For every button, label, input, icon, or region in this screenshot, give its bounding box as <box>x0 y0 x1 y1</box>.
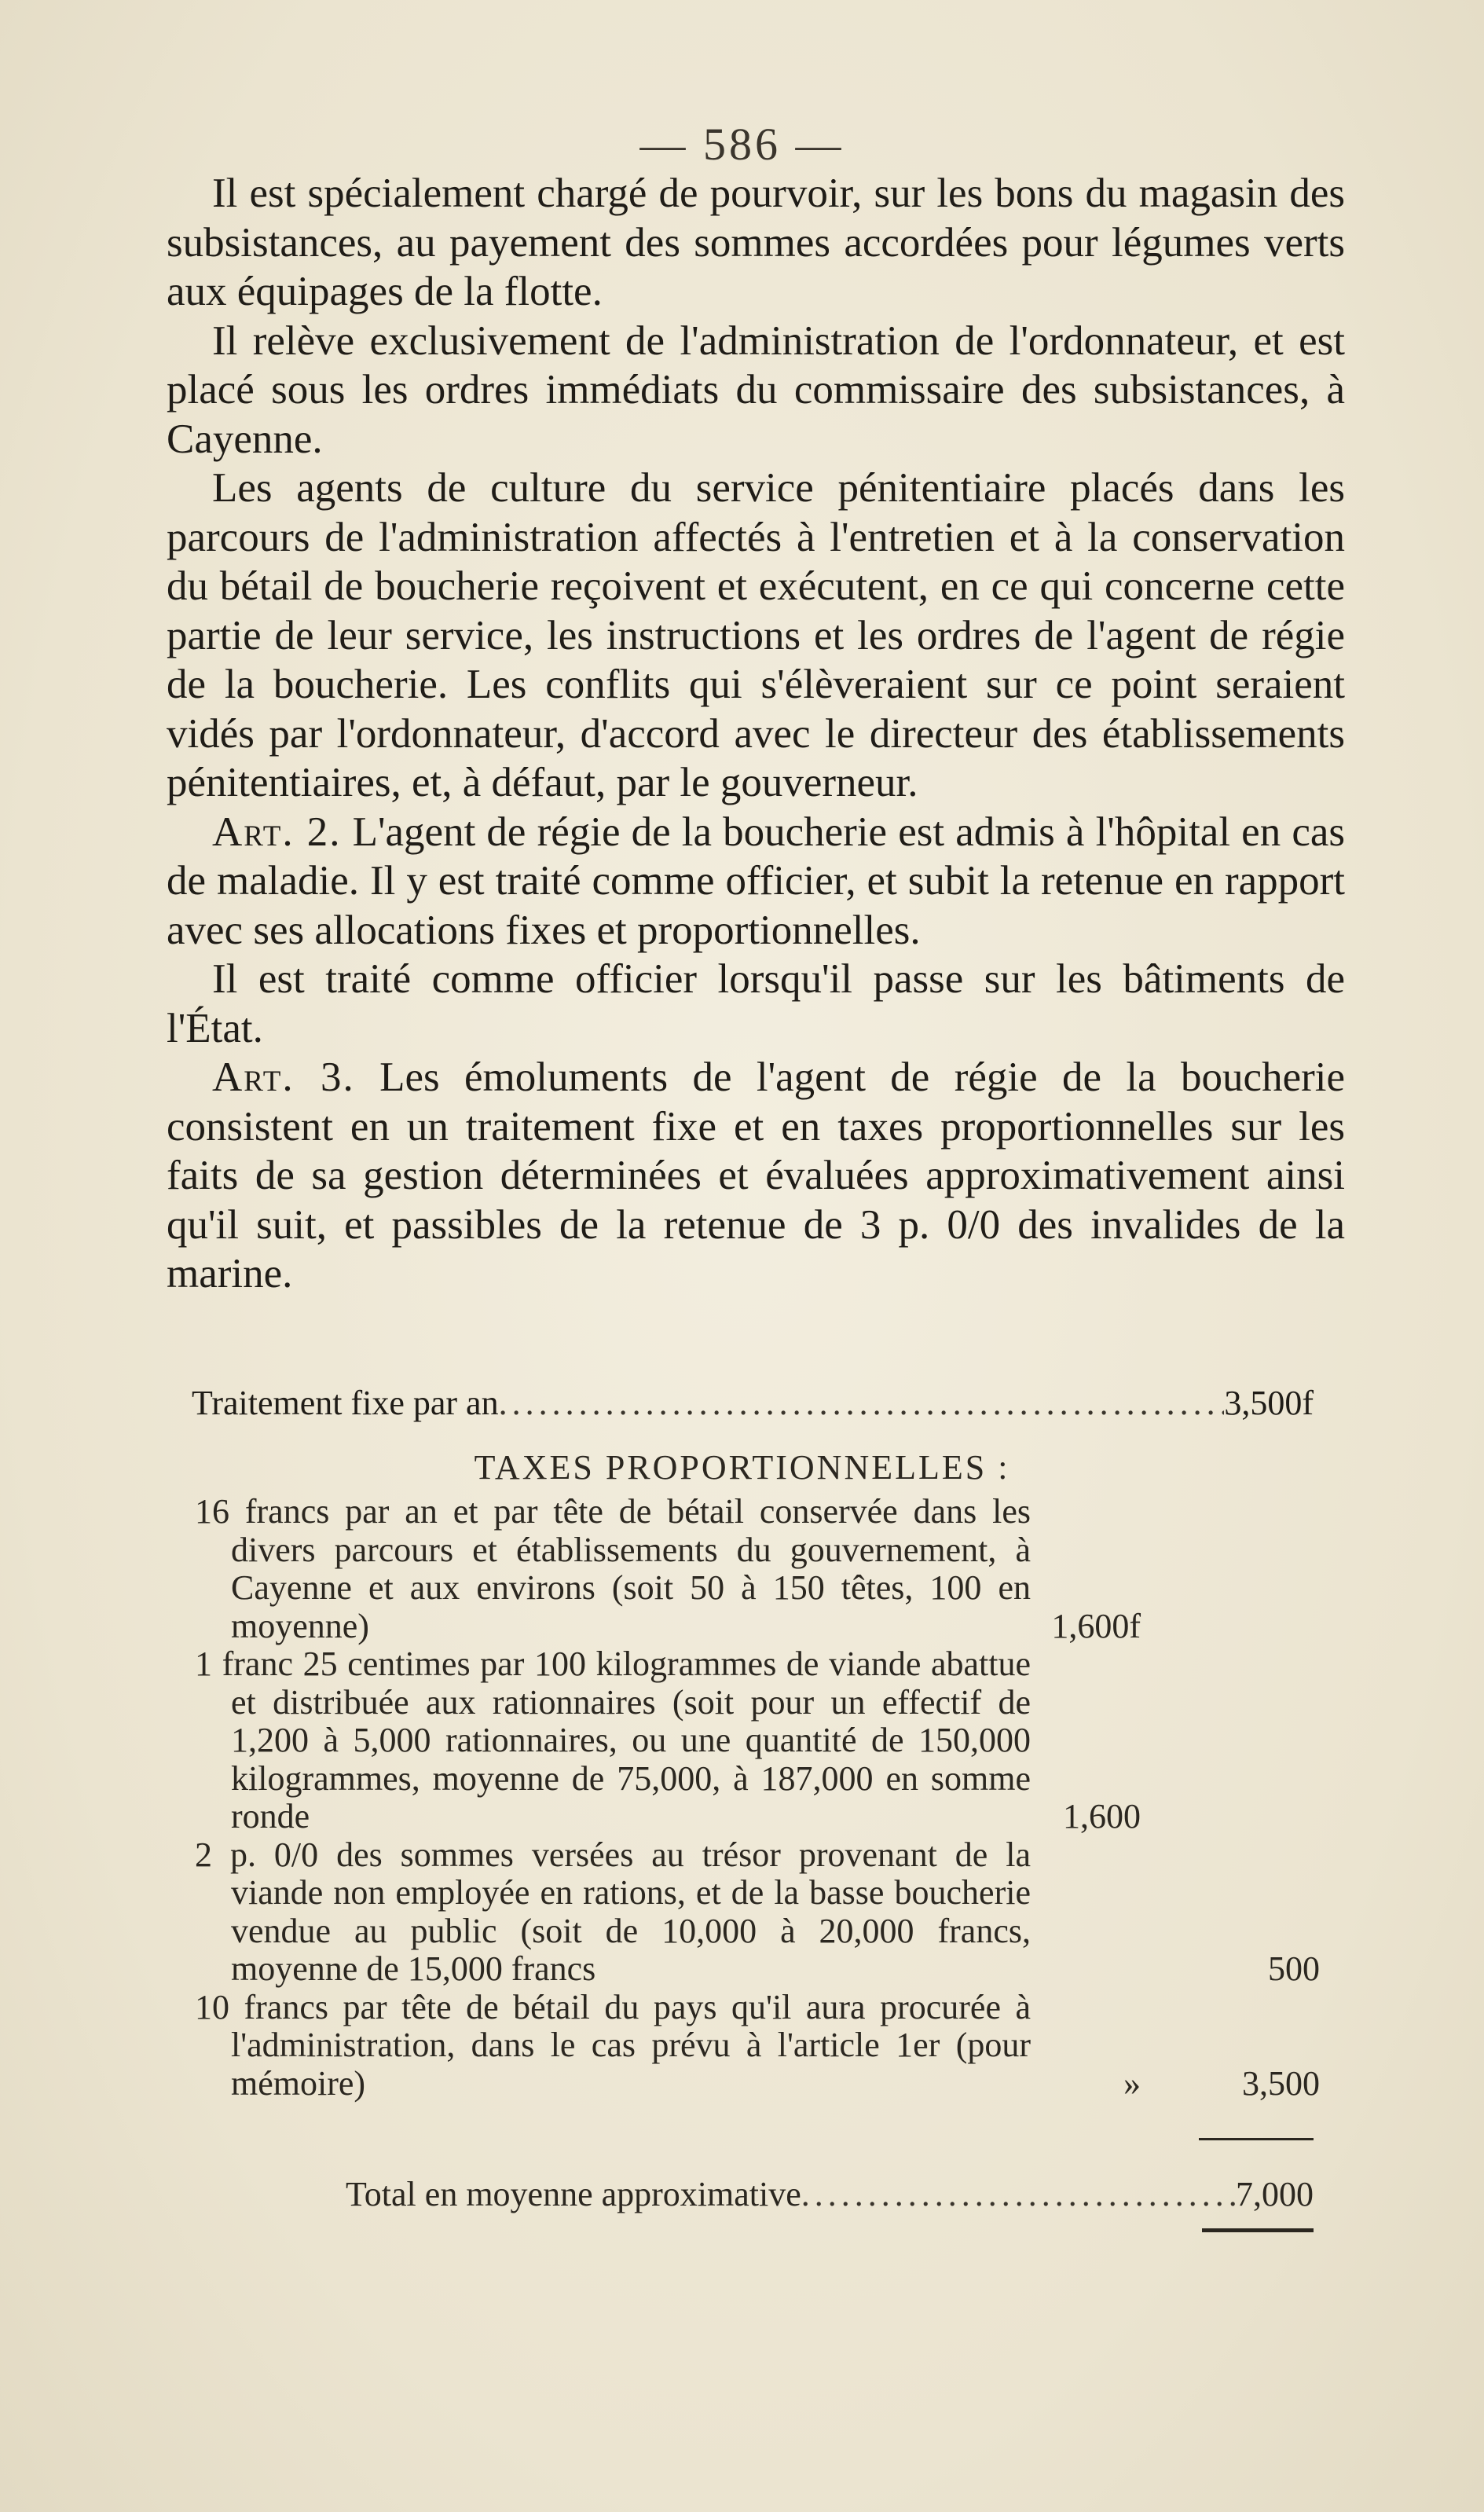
tax-item <box>192 1836 1323 1989</box>
subtotal-rule <box>1199 2138 1314 2140</box>
taxes-heading: TAXES PROPORTIONNELLES : <box>474 1448 1010 1487</box>
fixed-salary-line <box>192 1381 1314 1425</box>
tax-item <box>192 1645 1323 1836</box>
tax-item-text: 10 francs par tête de bétail du pays qu'il aura procurée à l'administration, dans le cas prévu à l'article 1er (pour mémoire) <box>195 1987 1031 2103</box>
paragraph: Il relève exclusivement de l'administration de l'ordonnateur, et est placé sous les ordres immédiats du commissaire des subsistances, à Cayenne. <box>167 317 1345 462</box>
tax-item-text: 2 p. 0/0 des sommes versées au trésor provenant de la viande non employée en rations, et de la basse boucherie vendue au public (soit de 10,000 à 20,000 francs, moyenne de 15,000 francs <box>195 1835 1031 1988</box>
total-label: Total en moyenne approximative <box>346 2175 801 2213</box>
tax-item-amount: 1,600f <box>1051 1606 1141 1645</box>
tax-item-subtotal: 500 <box>1268 1949 1320 1988</box>
total-rule <box>1202 2228 1314 2232</box>
paragraph: Les agents de culture du service pénitentiaire placés dans les parcours de l'administration affectés à l'entretien et à la conservation du bétail de boucherie reçoivent et exécutent, en ce qui concerne cette partie de leur service, les instructions et les ordres de l'agent de régie de la boucherie. Les conflits qui s'élèveraient sur ce point seraient vidés par l'ordonnateur, d'accord avec le directeur des établissements pénitentiaires, et, à défaut, par le gouverneur. <box>167 465 1345 805</box>
taxes-list <box>192 1493 1323 2103</box>
leader-dots <box>801 2173 1236 2217</box>
tax-item-amount: » <box>1123 2063 1141 2103</box>
paragraph: Il est traité comme officier lorsqu'il passe sur les bâtiments de l'État. <box>167 956 1345 1051</box>
total-line <box>346 2173 1314 2217</box>
tax-item <box>192 1989 1323 2103</box>
fixed-salary-label: Traitement fixe par an <box>192 1384 499 1422</box>
paragraph-text: L'agent de régie de la boucherie est admis à l'hôpital en cas de maladie. Il y est traité comme officier, et subit la retenue en rapport avec ses allocations fixes et proportionnelles. <box>167 809 1345 953</box>
leader-dots <box>499 1381 1225 1425</box>
article-paragraph <box>167 1053 1345 1299</box>
tax-item-text: 1 franc 25 centimes par 100 kilogrammes de viande abattue et distribuée aux rationnaires (soit pour un effectif de 1,200 à 5,000 rationnaires, ou une quantité de 150,000 kilogrammes, moyenne de 75,000, à 187,000 en somme ronde <box>195 1645 1031 1835</box>
page-number: — 586 — <box>639 119 845 170</box>
article-paragraph <box>167 808 1345 955</box>
fixed-salary-amount: 3,500f <box>1224 1384 1314 1422</box>
paragraph: Il est spécialement chargé de pourvoir, sur les bons du magasin des subsistances, au payement des sommes accordées pour légumes verts aux équipages de la flotte. <box>167 171 1345 314</box>
article-label: Art. 3. <box>212 1054 355 1100</box>
tax-item <box>192 1493 1323 1645</box>
total-amount: 7,000 <box>1236 2175 1314 2213</box>
body-text <box>167 169 1345 1299</box>
tax-item-text: 16 francs par an et par tête de bétail conservée dans les divers parcours et établissements du gouvernement, à Cayenne et aux environs (soit 50 à 150 têtes, 100 en moyenne) <box>195 1492 1031 1645</box>
tax-item-amount: 1,600 <box>1063 1797 1141 1835</box>
paragraph-text: Les émoluments de l'agent de régie de la boucherie consistent en un traitement fixe et en taxes proportionnelles sur les faits de sa gestion déterminées et évaluées approximativement ainsi qu'il suit, et passibles de la retenue de 3 p. 0/0 des invalides de la marine. <box>167 1054 1345 1296</box>
article-label: Art. 2. <box>212 809 342 855</box>
tax-item-subtotal: 3,500 <box>1242 2063 1320 2103</box>
